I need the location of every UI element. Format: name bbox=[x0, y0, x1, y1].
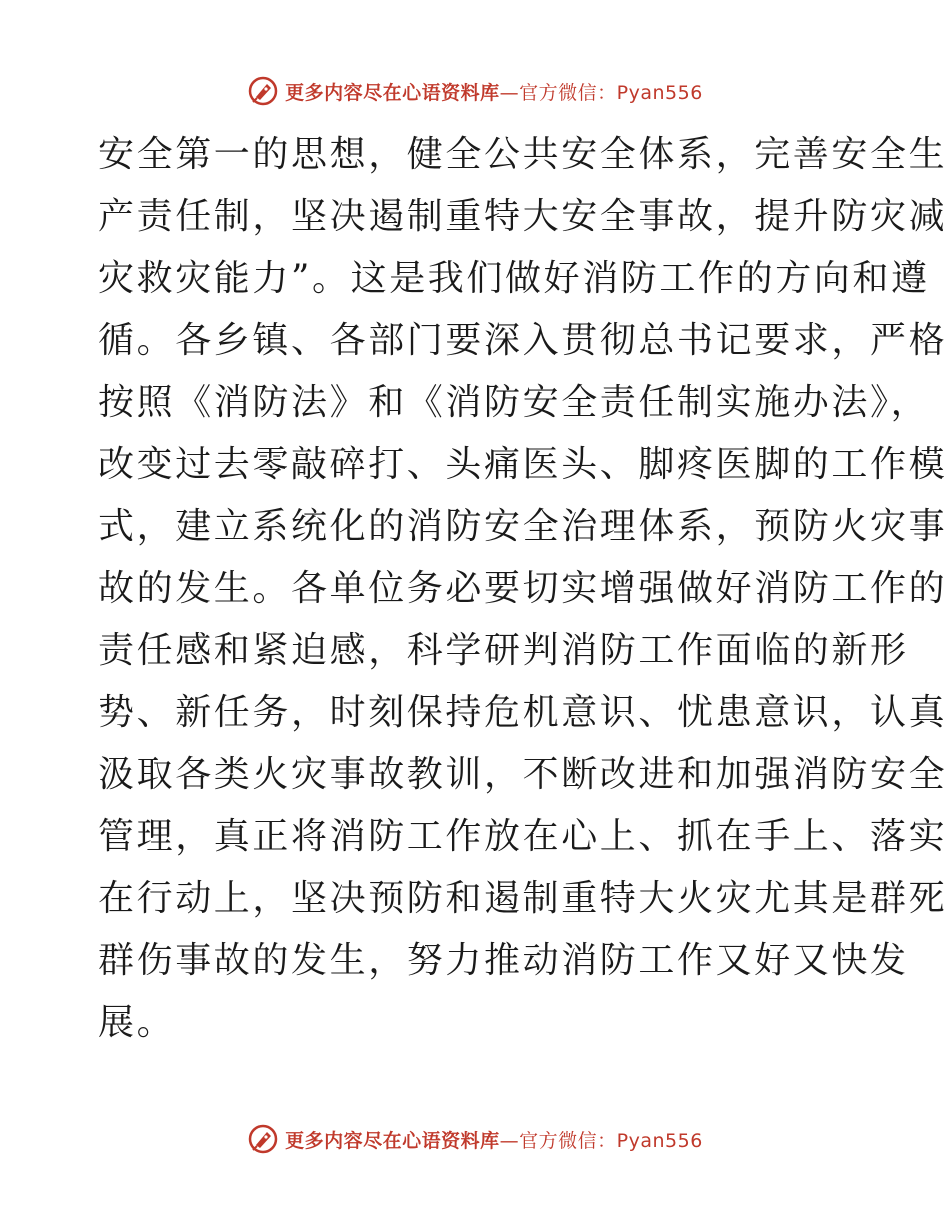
body-line: 管理，真正将消防工作放在心上、抓在手上、落实 bbox=[98, 816, 948, 857]
body-line: 按照《消防法》和《消防安全责任制实施办法》， bbox=[98, 382, 930, 423]
body-line: 展。 bbox=[98, 1002, 176, 1043]
watermark-wechat: 官方微信：Pyan556 bbox=[519, 81, 703, 104]
watermark-lead: 更多内容尽在心语资料库 bbox=[285, 1129, 500, 1152]
body-line: 安全第一的思想，健全公共安全体系，完善安全生 bbox=[98, 134, 948, 175]
body-line: 汲取各类火灾事故教训，不断改进和加强消防安全 bbox=[98, 754, 948, 795]
body-line: 式，建立系统化的消防安全治理体系，预防火灾事 bbox=[98, 506, 948, 547]
header-watermark bbox=[0, 74, 950, 108]
pen-nib-circle-icon bbox=[247, 75, 279, 107]
body-line: 责任感和紧迫感，科学研判消防工作面临的新形 bbox=[98, 630, 909, 671]
watermark-lead: 更多内容尽在心语资料库 bbox=[285, 81, 500, 104]
body-line: 势、新任务，时刻保持危机意识、忧患意识，认真 bbox=[98, 692, 948, 733]
watermark-dash: — bbox=[499, 1129, 520, 1152]
body-line: 循。各乡镇、各部门要深入贯彻总书记要求，严格 bbox=[98, 320, 948, 361]
body-line: 在行动上，坚决预防和遏制重特大火灾尤其是群死 bbox=[98, 878, 948, 919]
body-line: 群伤事故的发生，努力推动消防工作又好又快发 bbox=[98, 940, 909, 981]
body-line: 故的发生。各单位务必要切实增强做好消防工作的 bbox=[98, 568, 948, 609]
body-line: 产责任制，坚决遏制重特大安全事故，提升防灾减 bbox=[98, 196, 948, 237]
document-body bbox=[98, 124, 948, 1054]
body-line: 灾救灾能力”。这是我们做好消防工作的方向和遵 bbox=[98, 258, 930, 299]
watermark-dash: — bbox=[499, 81, 520, 104]
watermark-wechat: 官方微信：Pyan556 bbox=[519, 1129, 703, 1152]
footer-watermark bbox=[0, 1122, 950, 1156]
body-line: 改变过去零敲碎打、头痛医头、脚疼医脚的工作模 bbox=[98, 444, 948, 485]
pen-nib-circle-icon bbox=[247, 1123, 279, 1155]
